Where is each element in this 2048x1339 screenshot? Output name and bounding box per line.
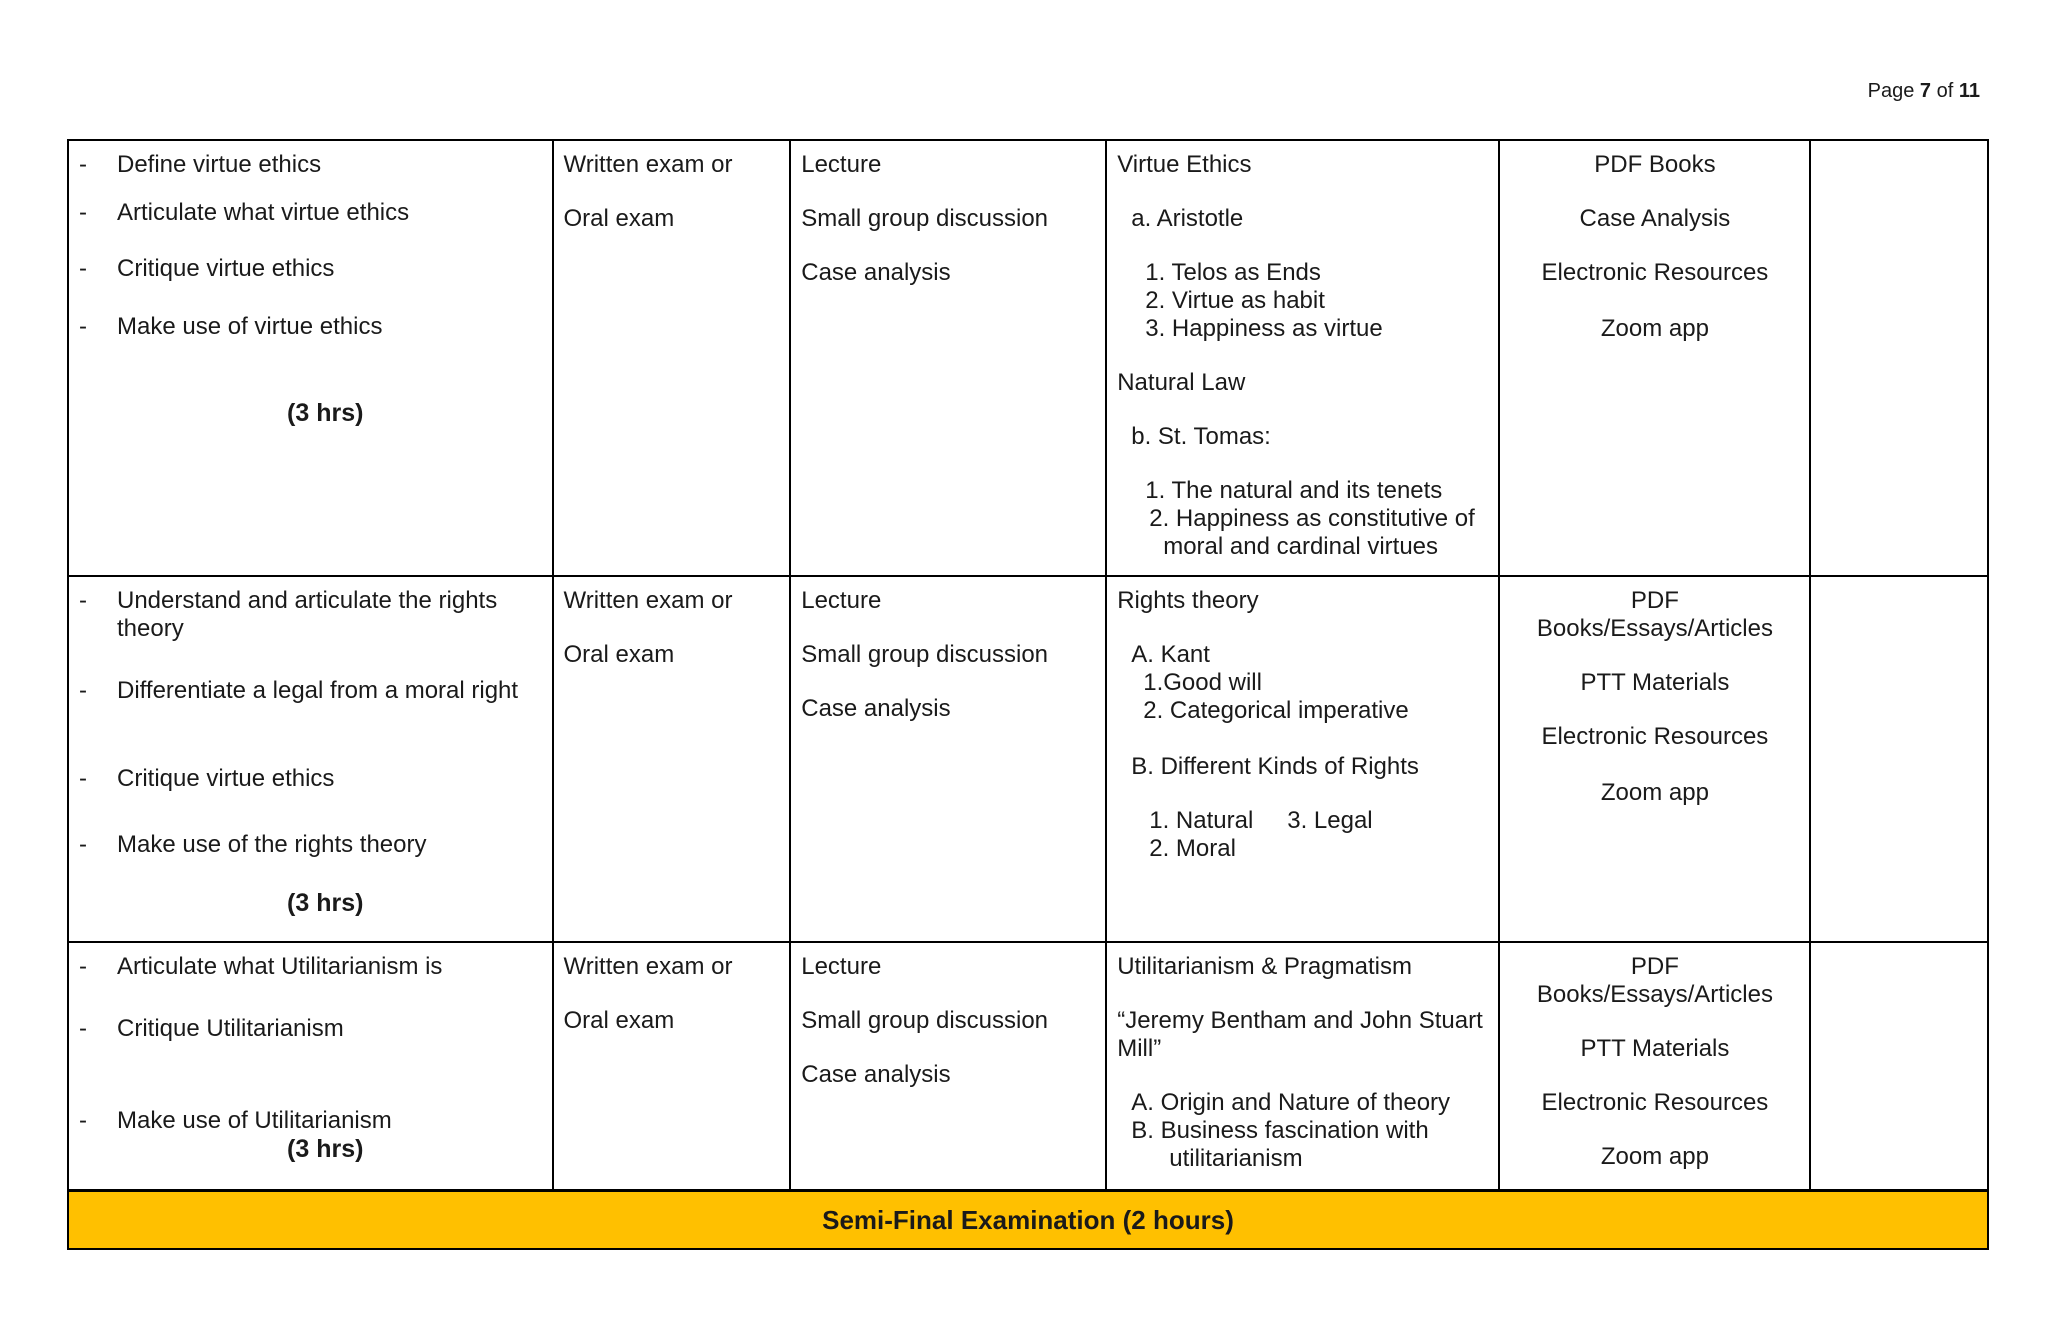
- objective-item: - Make use of Utilitarianism: [79, 1107, 542, 1135]
- topic-item: moral and cardinal virtues: [1163, 533, 1439, 560]
- objective-item: - Understand and articulate the rights theory: [79, 587, 542, 643]
- topic-quote: “Jeremy Bentham and John Stuart Mill”: [1117, 1007, 1483, 1062]
- topic-sub-heading: a. Aristotle: [1131, 205, 1244, 232]
- topic-cell: [1106, 140, 1499, 576]
- assessment-item: Oral exam: [563, 205, 675, 232]
- objective-item: - Differentiate a legal from a moral right: [79, 677, 542, 705]
- resource-item: Case Analysis: [1579, 205, 1731, 232]
- resource-item: Books/Essays/Articles: [1536, 615, 1773, 642]
- resource-item: PTT Materials: [1580, 1035, 1730, 1062]
- remarks-cell: [1810, 140, 1988, 576]
- objectives-cell: [68, 140, 553, 576]
- topic-sub-heading: A. Kant: [1131, 641, 1210, 668]
- assessment-cell: [553, 942, 791, 1192]
- topic-item: 1. Telos as Ends: [1145, 259, 1321, 286]
- topic-item: 1. Natural: [1149, 807, 1254, 834]
- activity-item: Lecture: [801, 151, 882, 178]
- activities-cell: [790, 942, 1106, 1192]
- assessment-item: Oral exam: [563, 1007, 675, 1034]
- resources-cell: [1499, 140, 1810, 576]
- objective-item: - Articulate what Utilitarianism is: [79, 953, 542, 981]
- activity-item: Small group discussion: [801, 1007, 1049, 1034]
- activities-cell: [790, 140, 1106, 576]
- objective-item: - Make use of virtue ethics: [79, 313, 542, 341]
- remarks-cell: [1810, 576, 1988, 942]
- topic-item: 3. Happiness as virtue: [1145, 315, 1383, 342]
- topic-item: 1.Good will: [1143, 669, 1262, 696]
- objectives-cell: [68, 942, 553, 1192]
- assessment-item: Written exam or: [563, 151, 733, 178]
- topic-item: A. Origin and Nature of theory: [1131, 1089, 1451, 1116]
- topic-item: B. Business fascination with: [1131, 1117, 1429, 1144]
- objective-item: - Define virtue ethics: [79, 151, 542, 179]
- syllabus-table: [67, 139, 1989, 1193]
- assessment-cell: [553, 576, 791, 942]
- topic-item: 3. Legal: [1287, 807, 1373, 834]
- resource-item: Zoom app: [1600, 315, 1709, 342]
- resource-item: Zoom app: [1600, 779, 1709, 806]
- page-number: Page 7 of 11: [1867, 80, 1980, 102]
- activity-item: Case analysis: [801, 695, 951, 722]
- topic-subtitle: Natural Law: [1117, 369, 1246, 396]
- table-row: [68, 942, 1988, 1192]
- hours-label: (3 hrs): [287, 399, 364, 427]
- resource-item: Electronic Resources: [1541, 1089, 1769, 1116]
- activity-item: Small group discussion: [801, 641, 1049, 668]
- objective-item: - Articulate what virtue ethics: [79, 199, 542, 227]
- topic-item: 2. Virtue as habit: [1145, 287, 1325, 314]
- topic-item: 1. The natural and its tenets: [1145, 477, 1443, 504]
- resource-item: PTT Materials: [1580, 669, 1730, 696]
- resource-item: PDF Books: [1594, 151, 1716, 178]
- topic-title: Virtue Ethics: [1117, 151, 1252, 178]
- assessment-item: Oral exam: [563, 641, 675, 668]
- exam-banner: Semi-Final Examination (2 hours): [67, 1189, 1989, 1250]
- topic-title: Rights theory: [1117, 587, 1259, 614]
- resource-item: Books/Essays/Articles: [1536, 981, 1773, 1008]
- activity-item: Lecture: [801, 953, 882, 980]
- activity-item: Small group discussion: [801, 205, 1049, 232]
- resource-item: PDF: [1630, 587, 1679, 614]
- objective-item: - Critique virtue ethics: [79, 765, 542, 793]
- resource-item: PDF: [1630, 953, 1679, 980]
- hours-label: (3 hrs): [287, 1135, 364, 1163]
- topic-cell: [1106, 576, 1499, 942]
- topic-item: utilitarianism: [1169, 1145, 1303, 1172]
- topic-item: 2. Moral: [1149, 835, 1236, 862]
- activity-item: Case analysis: [801, 1061, 951, 1088]
- resource-item: Electronic Resources: [1541, 259, 1769, 286]
- activity-item: Lecture: [801, 587, 882, 614]
- resources-cell: [1499, 942, 1810, 1192]
- topic-item-pair: [1117, 807, 1488, 835]
- resource-item: Electronic Resources: [1541, 723, 1769, 750]
- assessment-item: Written exam or: [563, 587, 733, 614]
- assessment-item: Written exam or: [563, 953, 733, 980]
- topic-item: 2. Categorical imperative: [1143, 697, 1409, 724]
- topic-sub-heading: B. Different Kinds of Rights: [1131, 753, 1419, 780]
- objective-item: - Make use of the rights theory: [79, 831, 542, 859]
- resources-cell: [1499, 576, 1810, 942]
- hours-label: (3 hrs): [287, 889, 364, 917]
- objectives-cell: [68, 576, 553, 942]
- topic-sub-heading: b. St. Tomas:: [1131, 423, 1271, 450]
- topic-title: Utilitarianism & Pragmatism: [1117, 953, 1412, 980]
- topic-item: 2. Happiness as constitutive of: [1149, 505, 1475, 532]
- topic-cell: [1106, 942, 1499, 1192]
- activity-item: Case analysis: [801, 259, 951, 286]
- remarks-cell: [1810, 942, 1988, 1192]
- table-row: [68, 140, 1988, 576]
- resource-item: Zoom app: [1600, 1143, 1709, 1170]
- table-row: [68, 576, 1988, 942]
- activities-cell: [790, 576, 1106, 942]
- objective-item: - Critique virtue ethics: [79, 255, 542, 283]
- objective-item: - Critique Utilitarianism: [79, 1015, 542, 1043]
- assessment-cell: [553, 140, 791, 576]
